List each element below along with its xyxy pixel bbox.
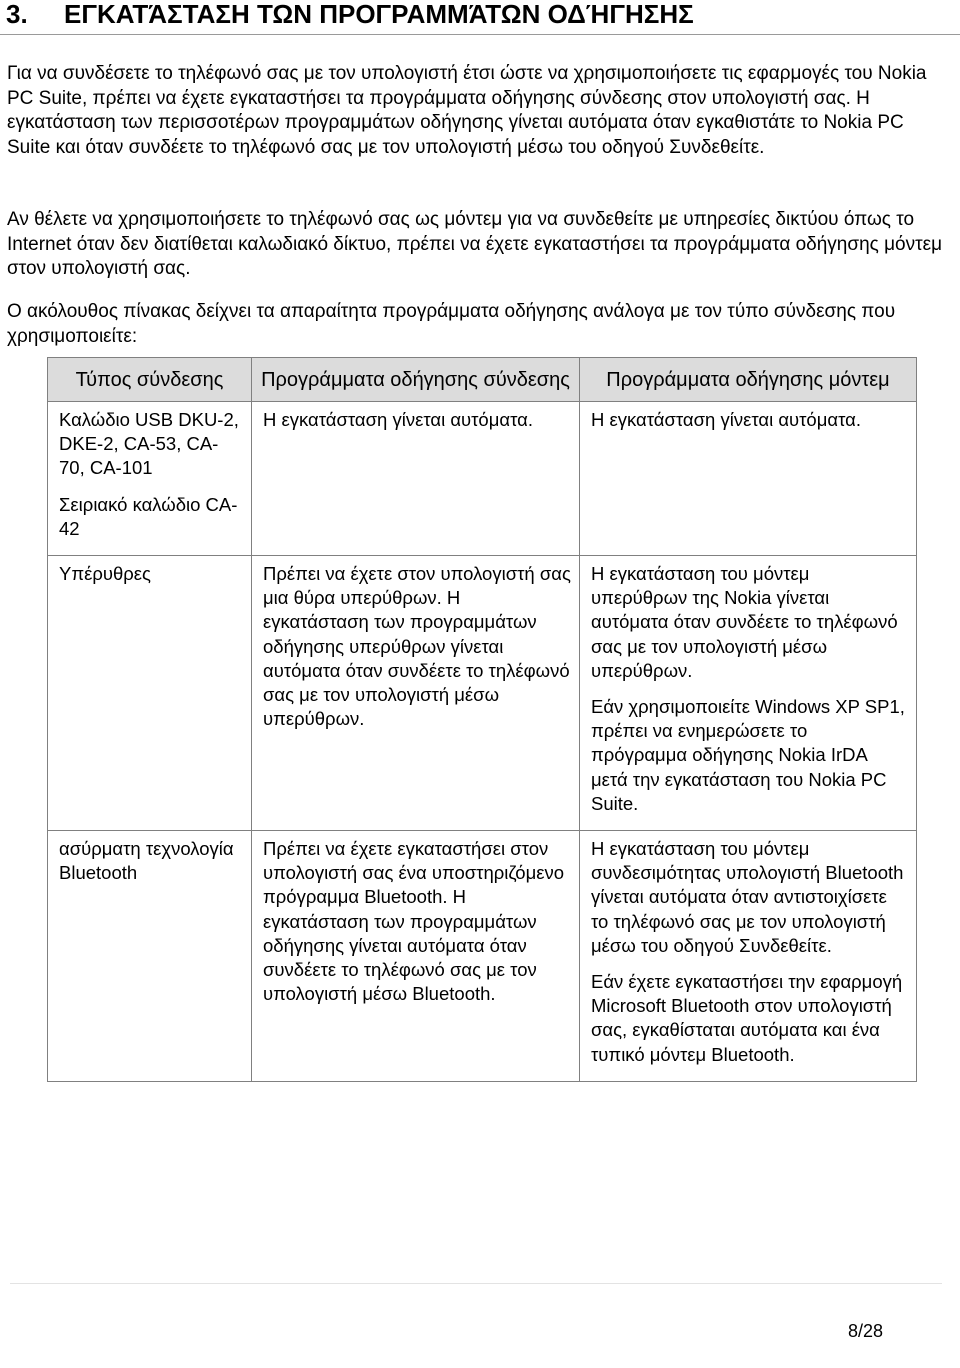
table-intro-paragraph: Ο ακόλουθος πίνακας δείχνει τα απαραίτητα προγράμματα οδήγησης ανάλογα με τον τύπο σύνδεσης που χρησιμοποιείτε: — [7, 301, 896, 347]
cell-text: Η εγκατάσταση του μόντεμ υπερύθρων της Nokia γίνεται αυτόματα όταν συνδέετε το τηλέφωνό σας με τον υπολογιστή μέσω υπερύθρων. — [591, 563, 898, 681]
modem-paragraph: Αν θέλετε να χρησιμοποιήσετε το τηλέφωνό σας ως μόντεμ για να συνδεθείτε με υπηρεσίες δικτύου όπως το Internet όταν δεν διατίθεται καλωδιακό δίκτυο, πρέπει να έχετε εγκαταστήσει τα προγράμματα οδήγησης μόντεμ στον υπολογιστή σας. — [7, 209, 943, 279]
cell-connection-drivers — [252, 402, 580, 556]
section-number: 3. — [6, 0, 28, 29]
table-row — [48, 556, 917, 831]
cell-connection-type — [48, 402, 252, 556]
header-modem-drivers: Προγράμματα οδήγησης μόντεμ — [580, 358, 917, 402]
cell-text: Η εγκατάσταση του μόντεμ συνδεσιμότητας υπολογιστή Bluetooth γίνεται αυτόματα όταν αντιστοιχίσετε το τηλέφωνό σας με τον υπολογιστή μέσω του οδηγού Συνδεθείτε. — [591, 838, 904, 956]
intro-paragraph: Για να συνδέσετε το τηλέφωνό σας με τον υπολογιστή έτσι ώστε να χρησιμοποιήσετε τις εφαρμογές του Nokia PC Suite, πρέπει να έχετε εγκαταστήσει τα προγράμματα οδήγησης σύνδεσης στον υπολογιστή σας. Η εγκατάσταση των περισσοτέρων προγραμμάτων οδήγησης γίνεται αυτόματα όταν εγκαθιστάτε το Nokia PC Suite και όταν συνδέετε το τηλέφωνό σας με τον υπολογιστή μέσω του οδηγού Συνδεθείτε. — [7, 63, 927, 158]
footer-divider — [10, 1283, 942, 1284]
cell-modem-drivers — [580, 402, 917, 556]
cell-text: Εάν έχετε εγκαταστήσει την εφαρμογή Microsoft Bluetooth στον υπολογιστή σας, εγκαθίσταται αυτόματα και ένα τυπικό μόντεμ Bluetooth. — [591, 971, 903, 1065]
page-number: 8/28 — [847, 1321, 883, 1341]
header-connection-drivers: Προγράμματα οδήγησης σύνδεσης — [252, 358, 580, 402]
section-title: ΕΓΚΑΤΆΣΤΑΣΗ ΤΩΝ ΠΡΟΓΡΑΜΜΆΤΩΝ ΟΔΉΓΗΣΗΣ — [64, 0, 694, 29]
heading-divider — [0, 34, 960, 35]
cell-text: Καλώδιο USB DKU-2, DKE-2, CA-53, CA-70, CA-101 — [59, 409, 239, 479]
cell-connection-type — [48, 831, 252, 1082]
cell-text: Εάν χρησιμοποιείτε Windows XP SP1, πρέπει να ενημερώσετε το πρόγραμμα οδήγησης Nokia IrDA μετά την εγκατάσταση του Nokia PC Suite. — [591, 696, 905, 814]
table-row — [48, 831, 917, 1082]
cell-text: Πρέπει να έχετε εγκαταστήσει στον υπολογιστή σας ένα υποστηριζόμενο πρόγραμμα Bluetooth. Η εγκατάσταση των προγραμμάτων οδήγησης γίνεται αυτόματα όταν συνδέετε το τηλέφωνό σας με τον υπολογιστή μέσω Bluetooth. — [263, 838, 565, 1005]
cell-connection-type — [48, 556, 252, 831]
header-connection-type: Τύπος σύνδεσης — [48, 358, 252, 402]
cell-text: Υπέρυθρες — [59, 563, 151, 585]
cell-text: Η εγκατάσταση γίνεται αυτόματα. — [591, 409, 861, 430]
cell-modem-drivers — [580, 831, 917, 1082]
table-header-row — [48, 358, 917, 402]
table-row — [48, 402, 917, 556]
cell-connection-drivers — [252, 831, 580, 1082]
cell-text: Σειριακό καλώδιο CA-42 — [59, 493, 238, 539]
cell-modem-drivers — [580, 556, 917, 831]
cell-text: Η εγκατάσταση γίνεται αυτόματα. — [263, 409, 533, 430]
cell-connection-drivers — [252, 556, 580, 831]
drivers-table — [47, 357, 917, 1082]
cell-text: Πρέπει να έχετε στον υπολογιστή σας μια θύρα υπερύθρων. Η εγκατάσταση των προγραμμάτων οδήγησης υπερύθρων γίνεται αυτόματα όταν συνδέετε το τηλέφωνό σας με τον υπολογιστή μέσω υπερύθρων. — [263, 563, 571, 730]
cell-text: ασύρματη τεχνολογία Bluetooth — [59, 838, 234, 884]
section-heading — [6, 0, 694, 30]
